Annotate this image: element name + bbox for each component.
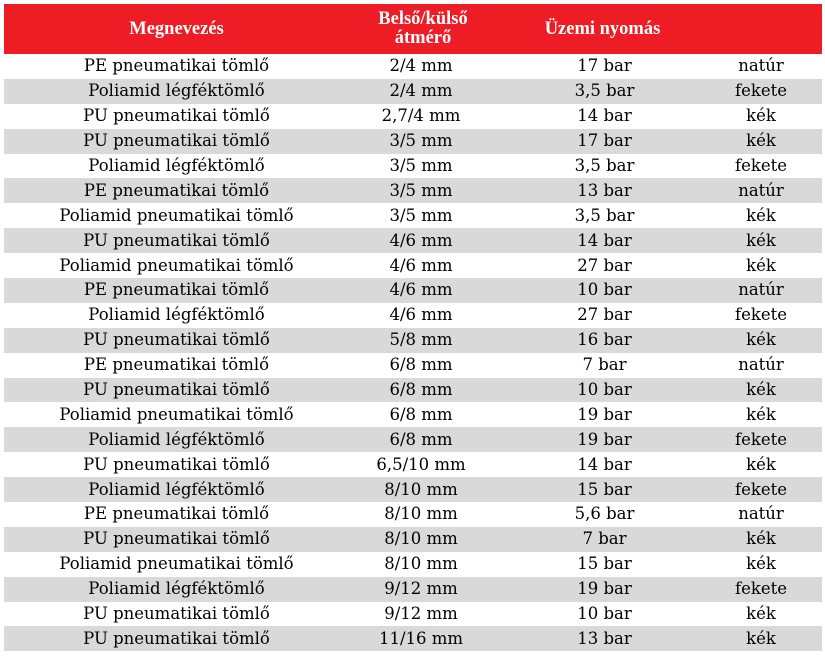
cell-name: PU pneumatikai tömlő: [83, 230, 270, 250]
cell-color: fekete: [734, 579, 788, 599]
cell-color: natúr: [738, 56, 784, 76]
cell-name: Poliamid légféktömlő: [88, 81, 265, 101]
cell-diameter: 9/12 mm: [384, 604, 458, 624]
table-row: [4, 303, 822, 328]
cell-color: fekete: [734, 429, 788, 449]
cell-pressure: 3,5 bar: [574, 156, 635, 175]
cell-name: PE pneumatikai tömlő: [83, 280, 270, 300]
cell-diameter: 3/5 mm: [389, 205, 453, 225]
table-row: [4, 427, 822, 452]
cell-color: kék: [746, 230, 776, 250]
cell-pressure: 7 bar: [582, 355, 627, 375]
table-row: [4, 228, 822, 253]
table-row: [4, 278, 822, 303]
cell-pressure: 17 bar: [577, 56, 632, 76]
cell-name: PU pneumatikai tömlő: [83, 454, 270, 474]
cell-diameter: 4/6 mm: [389, 280, 453, 300]
cell-color: kék: [746, 330, 776, 350]
cell-color: fekete: [734, 479, 788, 499]
table-row: [4, 402, 822, 427]
cell-pressure: 5,6 bar: [574, 504, 635, 524]
table-row: [4, 253, 822, 278]
cell-pressure: 19 bar: [577, 579, 632, 599]
header-diameter-line1: Belső/külső: [378, 9, 468, 29]
cell-pressure: 27 bar: [577, 305, 632, 325]
cell-name: PU pneumatikai tömlő: [83, 529, 270, 549]
cell-color: natúr: [738, 355, 784, 375]
cell-color: kék: [746, 454, 776, 474]
cell-name: PE pneumatikai tömlő: [83, 180, 270, 200]
cell-pressure: 27 bar: [577, 255, 632, 275]
cell-color: kék: [746, 131, 776, 151]
cell-pressure: 15 bar: [577, 479, 632, 499]
table-row: [4, 378, 822, 403]
table-row: [4, 178, 822, 203]
cell-color: kék: [746, 380, 776, 400]
cell-diameter: 11/16 mm: [378, 628, 464, 648]
cell-color: kék: [746, 106, 776, 126]
cell-pressure: 19 bar: [577, 404, 632, 424]
cell-name: PU pneumatikai tömlő: [83, 628, 270, 648]
cell-color: natúr: [738, 504, 784, 524]
cell-name: Poliamid pneumatikai tömlő: [59, 404, 294, 424]
cell-diameter: 6/8 mm: [389, 429, 453, 449]
cell-pressure: 3,5 bar: [574, 81, 635, 101]
cell-pressure: 10 bar: [577, 380, 632, 400]
cell-name: Poliamid pneumatikai tömlő: [59, 554, 294, 574]
cell-name: PE pneumatikai tömlő: [83, 56, 270, 76]
table-row: [4, 626, 822, 651]
table-row: [4, 452, 822, 477]
cell-diameter: 6/8 mm: [389, 404, 453, 424]
cell-name: Poliamid pneumatikai tömlő: [59, 255, 294, 275]
cell-name: PU pneumatikai tömlő: [83, 330, 270, 350]
cell-color: fekete: [734, 305, 788, 325]
cell-diameter: 3/5 mm: [389, 156, 453, 175]
cell-pressure: 16 bar: [577, 330, 632, 350]
cell-diameter: 2,7/4 mm: [381, 106, 461, 126]
table-row: [4, 527, 822, 552]
table-row: [4, 328, 822, 353]
cell-name: PU pneumatikai tömlő: [83, 604, 270, 624]
cell-diameter: 3/5 mm: [389, 180, 453, 200]
cell-diameter: 4/6 mm: [389, 305, 453, 325]
header-diameter: [349, 4, 515, 54]
cell-diameter: 8/10 mm: [384, 479, 458, 499]
cell-color: kék: [746, 255, 776, 275]
table-row: [4, 552, 822, 577]
cell-pressure: 17 bar: [577, 131, 632, 151]
cell-pressure: 13 bar: [577, 180, 632, 200]
table-header: [4, 4, 822, 54]
cell-name: PE pneumatikai tömlő: [83, 504, 270, 524]
cell-diameter: 8/10 mm: [384, 529, 458, 549]
cell-name: PU pneumatikai tömlő: [83, 131, 270, 151]
cell-color: kék: [746, 404, 776, 424]
table-row: [4, 154, 822, 179]
cell-color: fekete: [734, 156, 788, 175]
cell-diameter: 2/4 mm: [389, 81, 453, 101]
cell-color: kék: [746, 554, 776, 574]
cell-pressure: 19 bar: [577, 429, 632, 449]
table-body: [4, 54, 822, 651]
cell-name: Poliamid légféktömlő: [88, 429, 265, 449]
cell-pressure: 15 bar: [577, 554, 632, 574]
cell-pressure: 14 bar: [577, 230, 632, 250]
cell-color: kék: [746, 205, 776, 225]
cell-name: Poliamid légféktömlő: [88, 156, 265, 175]
cell-color: kék: [746, 604, 776, 624]
cell-pressure: 7 bar: [582, 529, 627, 549]
cell-diameter: 4/6 mm: [389, 230, 453, 250]
table-row: [4, 129, 822, 154]
header-pressure: Üzemi nyomás: [544, 18, 661, 39]
header-row: [4, 4, 822, 54]
cell-color: kék: [746, 628, 776, 648]
table-row: [4, 79, 822, 104]
cell-diameter: 8/10 mm: [384, 554, 458, 574]
cell-name: Poliamid légféktömlő: [88, 479, 265, 499]
cell-name: Poliamid légféktömlő: [88, 579, 265, 599]
cell-color: kék: [746, 529, 776, 549]
cell-diameter: 8/10 mm: [384, 504, 458, 524]
cell-diameter: 4/6 mm: [389, 255, 453, 275]
cell-pressure: 3,5 bar: [574, 205, 635, 225]
table-row: [4, 54, 822, 79]
table-row: [4, 203, 822, 228]
cell-diameter: 2/4 mm: [389, 56, 453, 76]
cell-name: Poliamid pneumatikai tömlő: [59, 205, 294, 225]
cell-name: PE pneumatikai tömlő: [83, 355, 270, 375]
table-row: [4, 353, 822, 378]
cell-diameter: 6/8 mm: [389, 380, 453, 400]
cell-name: PU pneumatikai tömlő: [83, 106, 270, 126]
table-row: [4, 602, 822, 627]
cell-color: natúr: [738, 280, 784, 300]
hose-spec-table: [4, 4, 822, 651]
cell-diameter: 6,5/10 mm: [376, 454, 466, 474]
cell-name: Poliamid légféktömlő: [88, 305, 265, 325]
table-row: [4, 477, 822, 502]
table-row: [4, 104, 822, 129]
table-row: [4, 577, 822, 602]
header-color: [698, 4, 822, 54]
cell-color: fekete: [734, 81, 788, 101]
cell-pressure: 10 bar: [577, 604, 632, 624]
table-row: [4, 502, 822, 527]
cell-name: PU pneumatikai tömlő: [83, 380, 270, 400]
cell-diameter: 6/8 mm: [389, 355, 453, 375]
cell-color: natúr: [738, 180, 784, 200]
cell-diameter: 3/5 mm: [389, 131, 453, 151]
cell-pressure: 10 bar: [577, 280, 632, 300]
cell-pressure: 14 bar: [577, 454, 632, 474]
cell-pressure: 14 bar: [577, 106, 632, 126]
cell-diameter: 5/8 mm: [389, 330, 453, 350]
header-diameter-line2: átmérő: [394, 28, 452, 48]
header-name: Megnevezés: [129, 18, 224, 39]
cell-pressure: 13 bar: [577, 628, 632, 648]
cell-diameter: 9/12 mm: [384, 579, 458, 599]
